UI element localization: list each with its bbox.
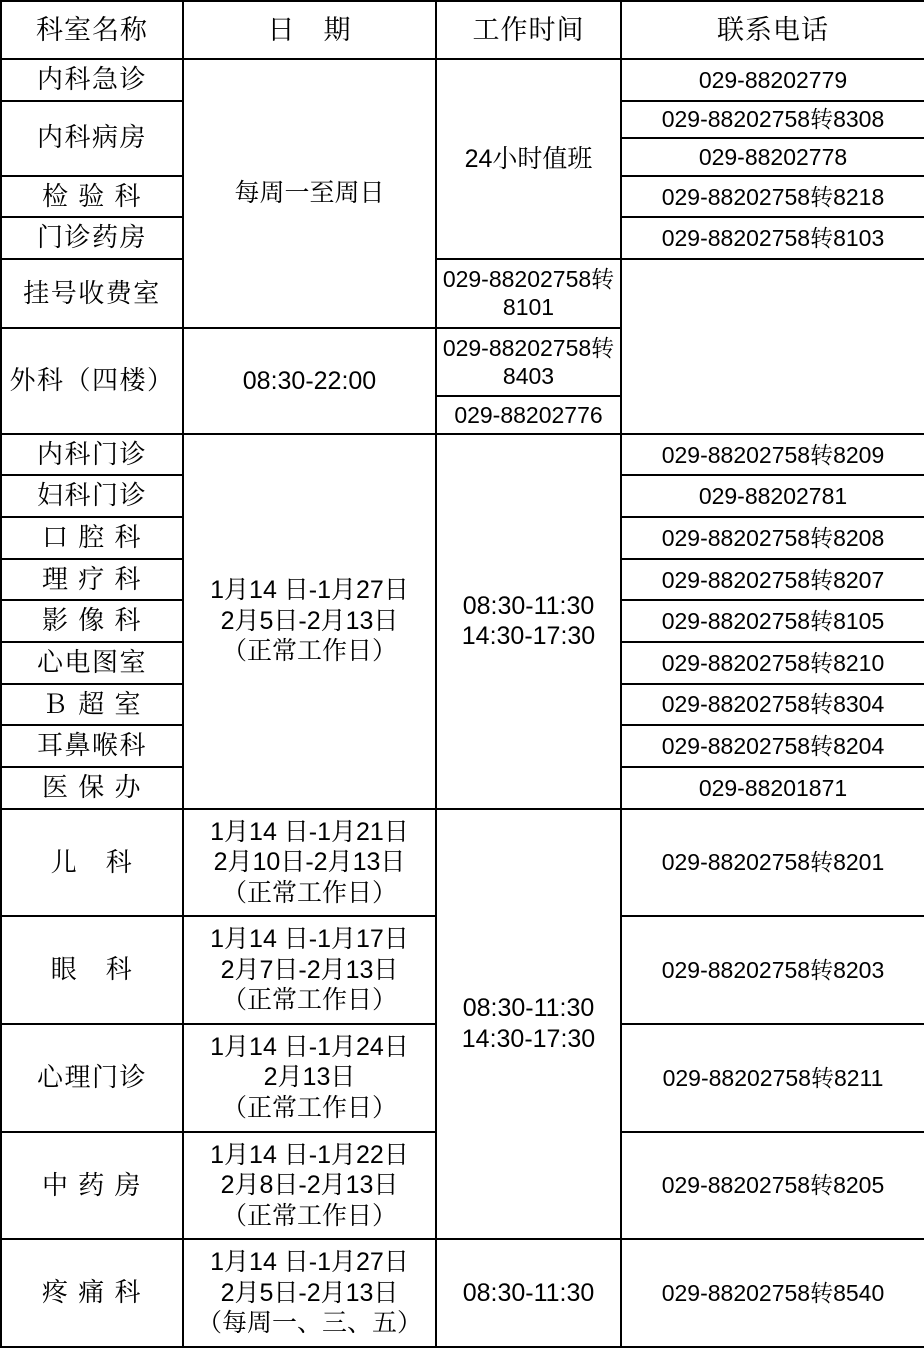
date-herbal <box>183 1132 436 1240</box>
dept-name: 挂号收费室 <box>1 259 183 328</box>
dept-name: 心理门诊 <box>1 1024 183 1132</box>
phone-number: 029-88202758转8205 <box>621 1132 924 1240</box>
date-line: 2月5日-2月13日 <box>220 606 399 635</box>
header-worktime: 工作时间 <box>436 1 621 59</box>
phone-number: 029-88202758转8210 <box>621 642 924 684</box>
dept-name: 门诊药房 <box>1 217 183 259</box>
dept-name: 外科（四楼） <box>1 328 183 434</box>
dept-name: 内科门诊 <box>1 434 183 476</box>
dept-name: 内科病房 <box>1 101 183 176</box>
date-pain <box>183 1239 436 1347</box>
header-date: 日 期 <box>183 1 436 59</box>
dept-name: 中 药 房 <box>1 1132 183 1240</box>
table-row <box>1 434 924 476</box>
time-morning-afternoon <box>436 809 621 1240</box>
phone-number: 029-88202758转8101 <box>436 259 621 328</box>
time-all-day: 24小时值班 <box>436 59 621 259</box>
date-line: 2月13日 <box>263 1063 356 1092</box>
phone-number: 029-88201871 <box>621 767 924 809</box>
time-line: 14:30-17:30 <box>461 1024 596 1053</box>
phone-number: 029-88202758转8208 <box>621 517 924 559</box>
phone-number: 029-88202758转8201 <box>621 809 924 917</box>
date-outpatient <box>183 434 436 809</box>
phone-number: 029-88202758转8211 <box>621 1024 924 1132</box>
phone-number: 029-88202758转8105 <box>621 600 924 642</box>
table-row <box>1 1239 924 1347</box>
header-phone: 联系电话 <box>621 1 924 59</box>
dept-name: 耳鼻喉科 <box>1 725 183 767</box>
date-line: （正常工作日） <box>221 1093 397 1122</box>
table-header-row <box>1 1 924 59</box>
dept-name: 妇科门诊 <box>1 475 183 517</box>
phone-number: 029-88202758转8207 <box>621 559 924 601</box>
phone-number: 029-88202758转8203 <box>621 916 924 1024</box>
date-line: 1月14 日-1月17日 <box>210 925 409 954</box>
time-line: 08:30-11:30 <box>462 591 595 620</box>
phone-number: 029-88202758转8204 <box>621 725 924 767</box>
date-line: 1月14 日-1月21日 <box>210 817 409 846</box>
phone-number: 029-88202758转8304 <box>621 684 924 726</box>
dept-name: 儿 科 <box>1 809 183 917</box>
phone-number: 029-88202758转8209 <box>621 434 924 476</box>
phone-number: 029-88202758转8218 <box>621 176 924 218</box>
header-department: 科室名称 <box>1 1 183 59</box>
date-line: 2月8日-2月13日 <box>220 1171 399 1200</box>
date-line: 1月14 日-1月27日 <box>210 576 409 605</box>
phone-number: 029-88202778 <box>621 138 924 176</box>
date-line: 2月5日-2月13日 <box>220 1278 399 1307</box>
dept-name: 口 腔 科 <box>1 517 183 559</box>
phone-number: 029-88202758转8540 <box>621 1239 924 1347</box>
dept-name: 理 疗 科 <box>1 559 183 601</box>
time-morning-only: 08:30-11:30 <box>436 1239 621 1347</box>
table-row <box>1 259 924 328</box>
phone-number: 029-88202779 <box>621 59 924 101</box>
table-row <box>1 328 924 397</box>
time-line: 14:30-17:30 <box>461 622 596 651</box>
dept-name: 医 保 办 <box>1 767 183 809</box>
phone-number: 029-88202776 <box>436 396 621 434</box>
date-line: （正常工作日） <box>221 637 397 666</box>
time-line: 08:30-11:30 <box>462 994 595 1023</box>
date-line: （正常工作日） <box>221 986 397 1015</box>
date-pediatrics <box>183 809 436 917</box>
date-line: 2月10日-2月13日 <box>213 848 406 877</box>
table-row <box>1 809 924 917</box>
time-evening: 08:30-22:00 <box>183 328 436 434</box>
date-line: 2月7日-2月13日 <box>220 955 399 984</box>
phone-number: 029-88202758转8308 <box>621 101 924 139</box>
time-morning-afternoon <box>436 434 621 809</box>
phone-number: 029-88202758转8103 <box>621 217 924 259</box>
date-line: （正常工作日） <box>221 1201 397 1230</box>
date-line: 1月14 日-1月27日 <box>210 1248 409 1277</box>
dept-name: 疼 痛 科 <box>1 1239 183 1347</box>
dept-name: 检 验 科 <box>1 176 183 218</box>
date-line: （正常工作日） <box>221 878 397 907</box>
table-row <box>1 59 924 101</box>
dept-name: Ｂ 超 室 <box>1 684 183 726</box>
phone-number: 029-88202781 <box>621 475 924 517</box>
phone-number: 029-88202758转8403 <box>436 328 621 397</box>
dept-name: 心电图室 <box>1 642 183 684</box>
date-psychology <box>183 1024 436 1132</box>
date-line: 1月14 日-1月24日 <box>210 1032 409 1061</box>
dept-name: 影 像 科 <box>1 600 183 642</box>
date-ophthalmology <box>183 916 436 1024</box>
date-line: （每周一、三、五） <box>196 1309 422 1338</box>
dept-name: 眼 科 <box>1 916 183 1024</box>
date-everyday: 每周一至周日 <box>183 59 436 328</box>
dept-name: 内科急诊 <box>1 59 183 101</box>
date-line: 1月14 日-1月22日 <box>210 1140 409 1169</box>
